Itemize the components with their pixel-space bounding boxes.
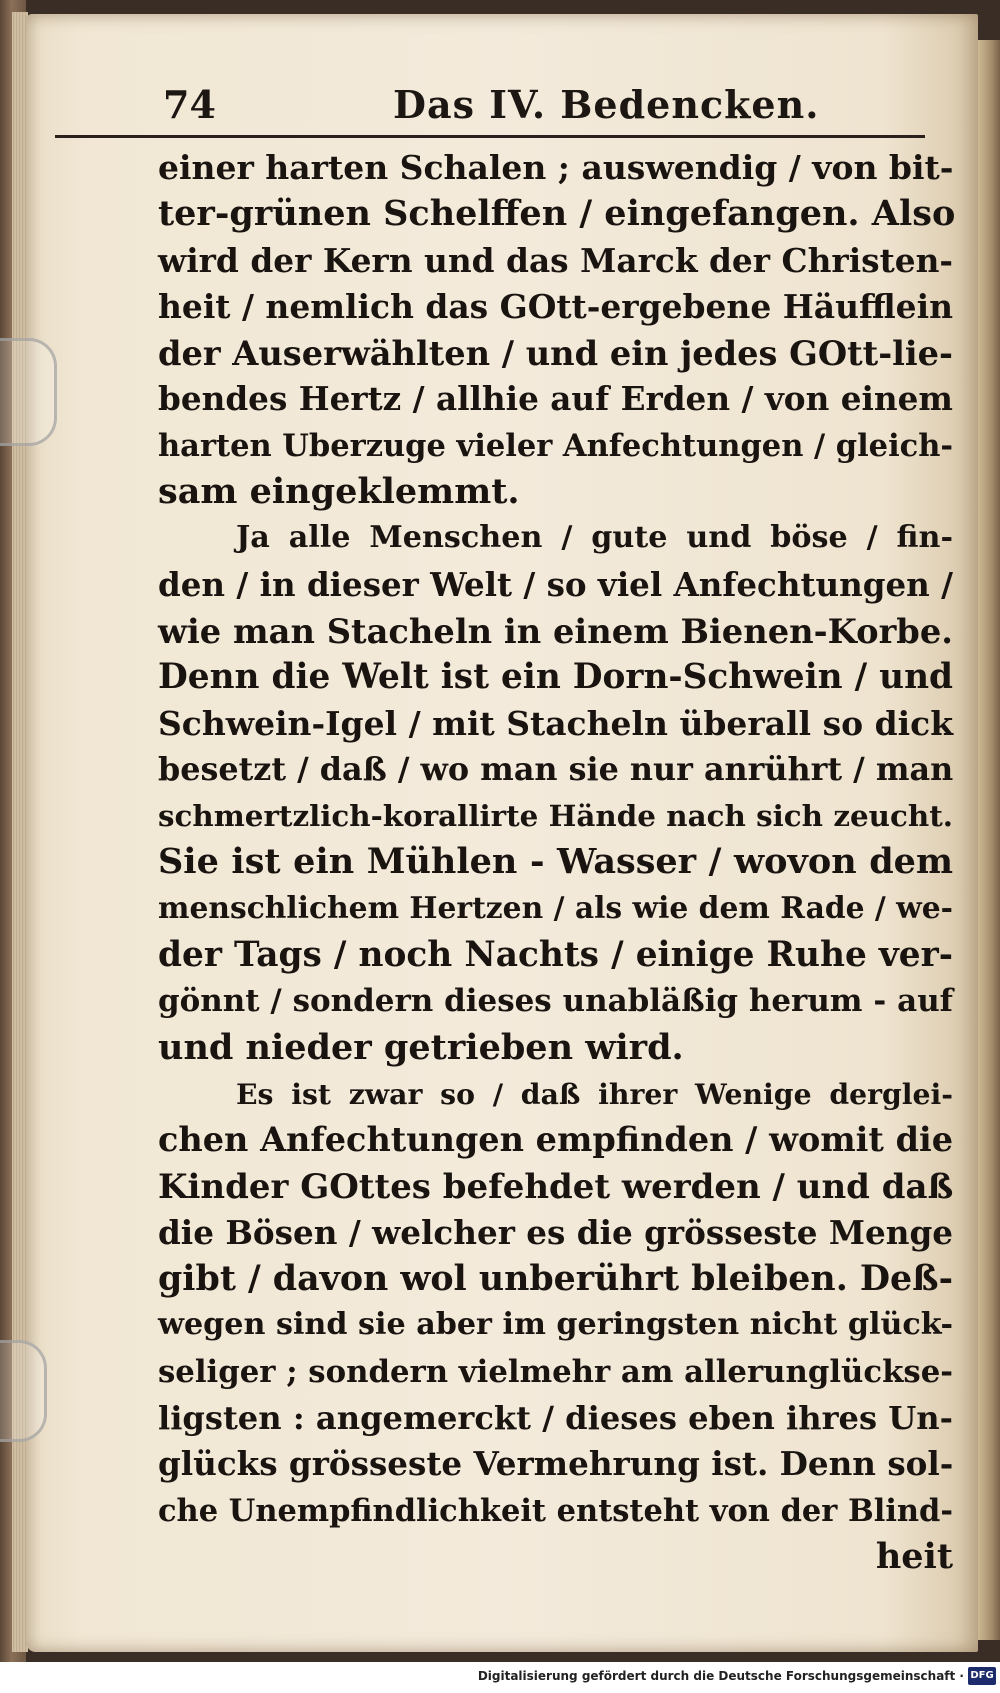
text-line: gibt / davon wol unberührt bleiben. Deß- — [158, 1258, 954, 1300]
text-line: schmertzlich-korallirte Hände nach sich zeucht. — [158, 798, 953, 834]
text-line: sam eingeklemmt. — [158, 471, 520, 513]
text-line: ligsten : angemerckt / dieses eben ihres Un- — [158, 1399, 953, 1438]
text-line: wird der Kern und das Marck der Christen- — [158, 240, 953, 280]
text-line: che Unempfindlichkeit entsteht von der Blind- — [158, 1492, 953, 1529]
page-number: 74 — [163, 82, 216, 127]
text-line: Es ist zwar so / daß ihrer Wenige derglei- — [236, 1076, 953, 1111]
body-text — [158, 145, 956, 1580]
text-line: einer harten Schalen ; auswendig / von bit- — [158, 148, 954, 187]
text-line: Kinder GOttes befehdet werden / und daß — [158, 1166, 954, 1207]
text-line: gönnt / sondern dieses unabläßig herum - auf — [158, 983, 953, 1020]
text-line: menschlichem Hertzen / als wie dem Rade / we- — [158, 890, 953, 926]
clamp-tab-upper — [0, 338, 57, 446]
clamp-tab-lower — [0, 1340, 47, 1442]
funding-credit: Digitalisierung gefördert durch die Deutsche Forschungsgemeinschaft · — [477, 1669, 964, 1683]
text-line: der Tags / noch Nachts / einige Ruhe ver- — [158, 935, 953, 976]
catchword: heit — [875, 1535, 953, 1577]
text-line: und nieder getrieben wird. — [158, 1026, 684, 1068]
text-line: Schwein-Igel / mit Stacheln überall so dick — [158, 703, 953, 743]
text-line: glücks grösseste Vermehrung ist. Denn sol- — [158, 1444, 954, 1484]
text-line: harten Uberzuge vieler Anfechtungen / gleich- — [158, 427, 954, 464]
facing-page-edge — [978, 40, 1000, 1640]
text-line: wie man Stacheln in einem Bienen-Korbe. — [158, 610, 953, 651]
text-line: Sie ist ein Mühlen - Wasser / wovon dem — [158, 841, 953, 883]
text-line: ter-grünen Schelffen / eingefangen. Also — [158, 193, 956, 235]
text-line: den / in dieser Welt / so viel Anfechtungen / — [158, 564, 953, 604]
footer-bar — [0, 1662, 1000, 1693]
dfg-logo: DFG — [968, 1667, 996, 1685]
text-line: besetzt / daß / wo man sie nur anrührt / man — [158, 750, 954, 788]
text-line: wegen sind sie aber im geringsten nicht glück- — [158, 1307, 953, 1343]
running-head: Das IV. Bedencken. — [393, 82, 820, 127]
header-rule — [55, 135, 925, 138]
text-line: chen Anfechtungen empfinden / womit die — [158, 1120, 953, 1160]
text-line: die Bösen / welcher es die grösseste Menge — [158, 1212, 953, 1252]
text-line: der Auserwählten / und ein jedes GOtt-lie- — [158, 333, 954, 374]
text-line: seliger ; sondern vielmehr am allerunglückse- — [158, 1353, 954, 1390]
text-line: bendes Hertz / allhie auf Erden / von einem — [158, 379, 953, 419]
text-line: heit / nemlich das GOtt-ergebene Häufflein — [158, 286, 953, 326]
page-header — [163, 82, 923, 138]
text-line: Ja alle Menschen / gute und böse / fin- — [236, 520, 953, 556]
text-line: Denn die Welt ist ein Dorn-Schwein / und — [158, 657, 953, 698]
